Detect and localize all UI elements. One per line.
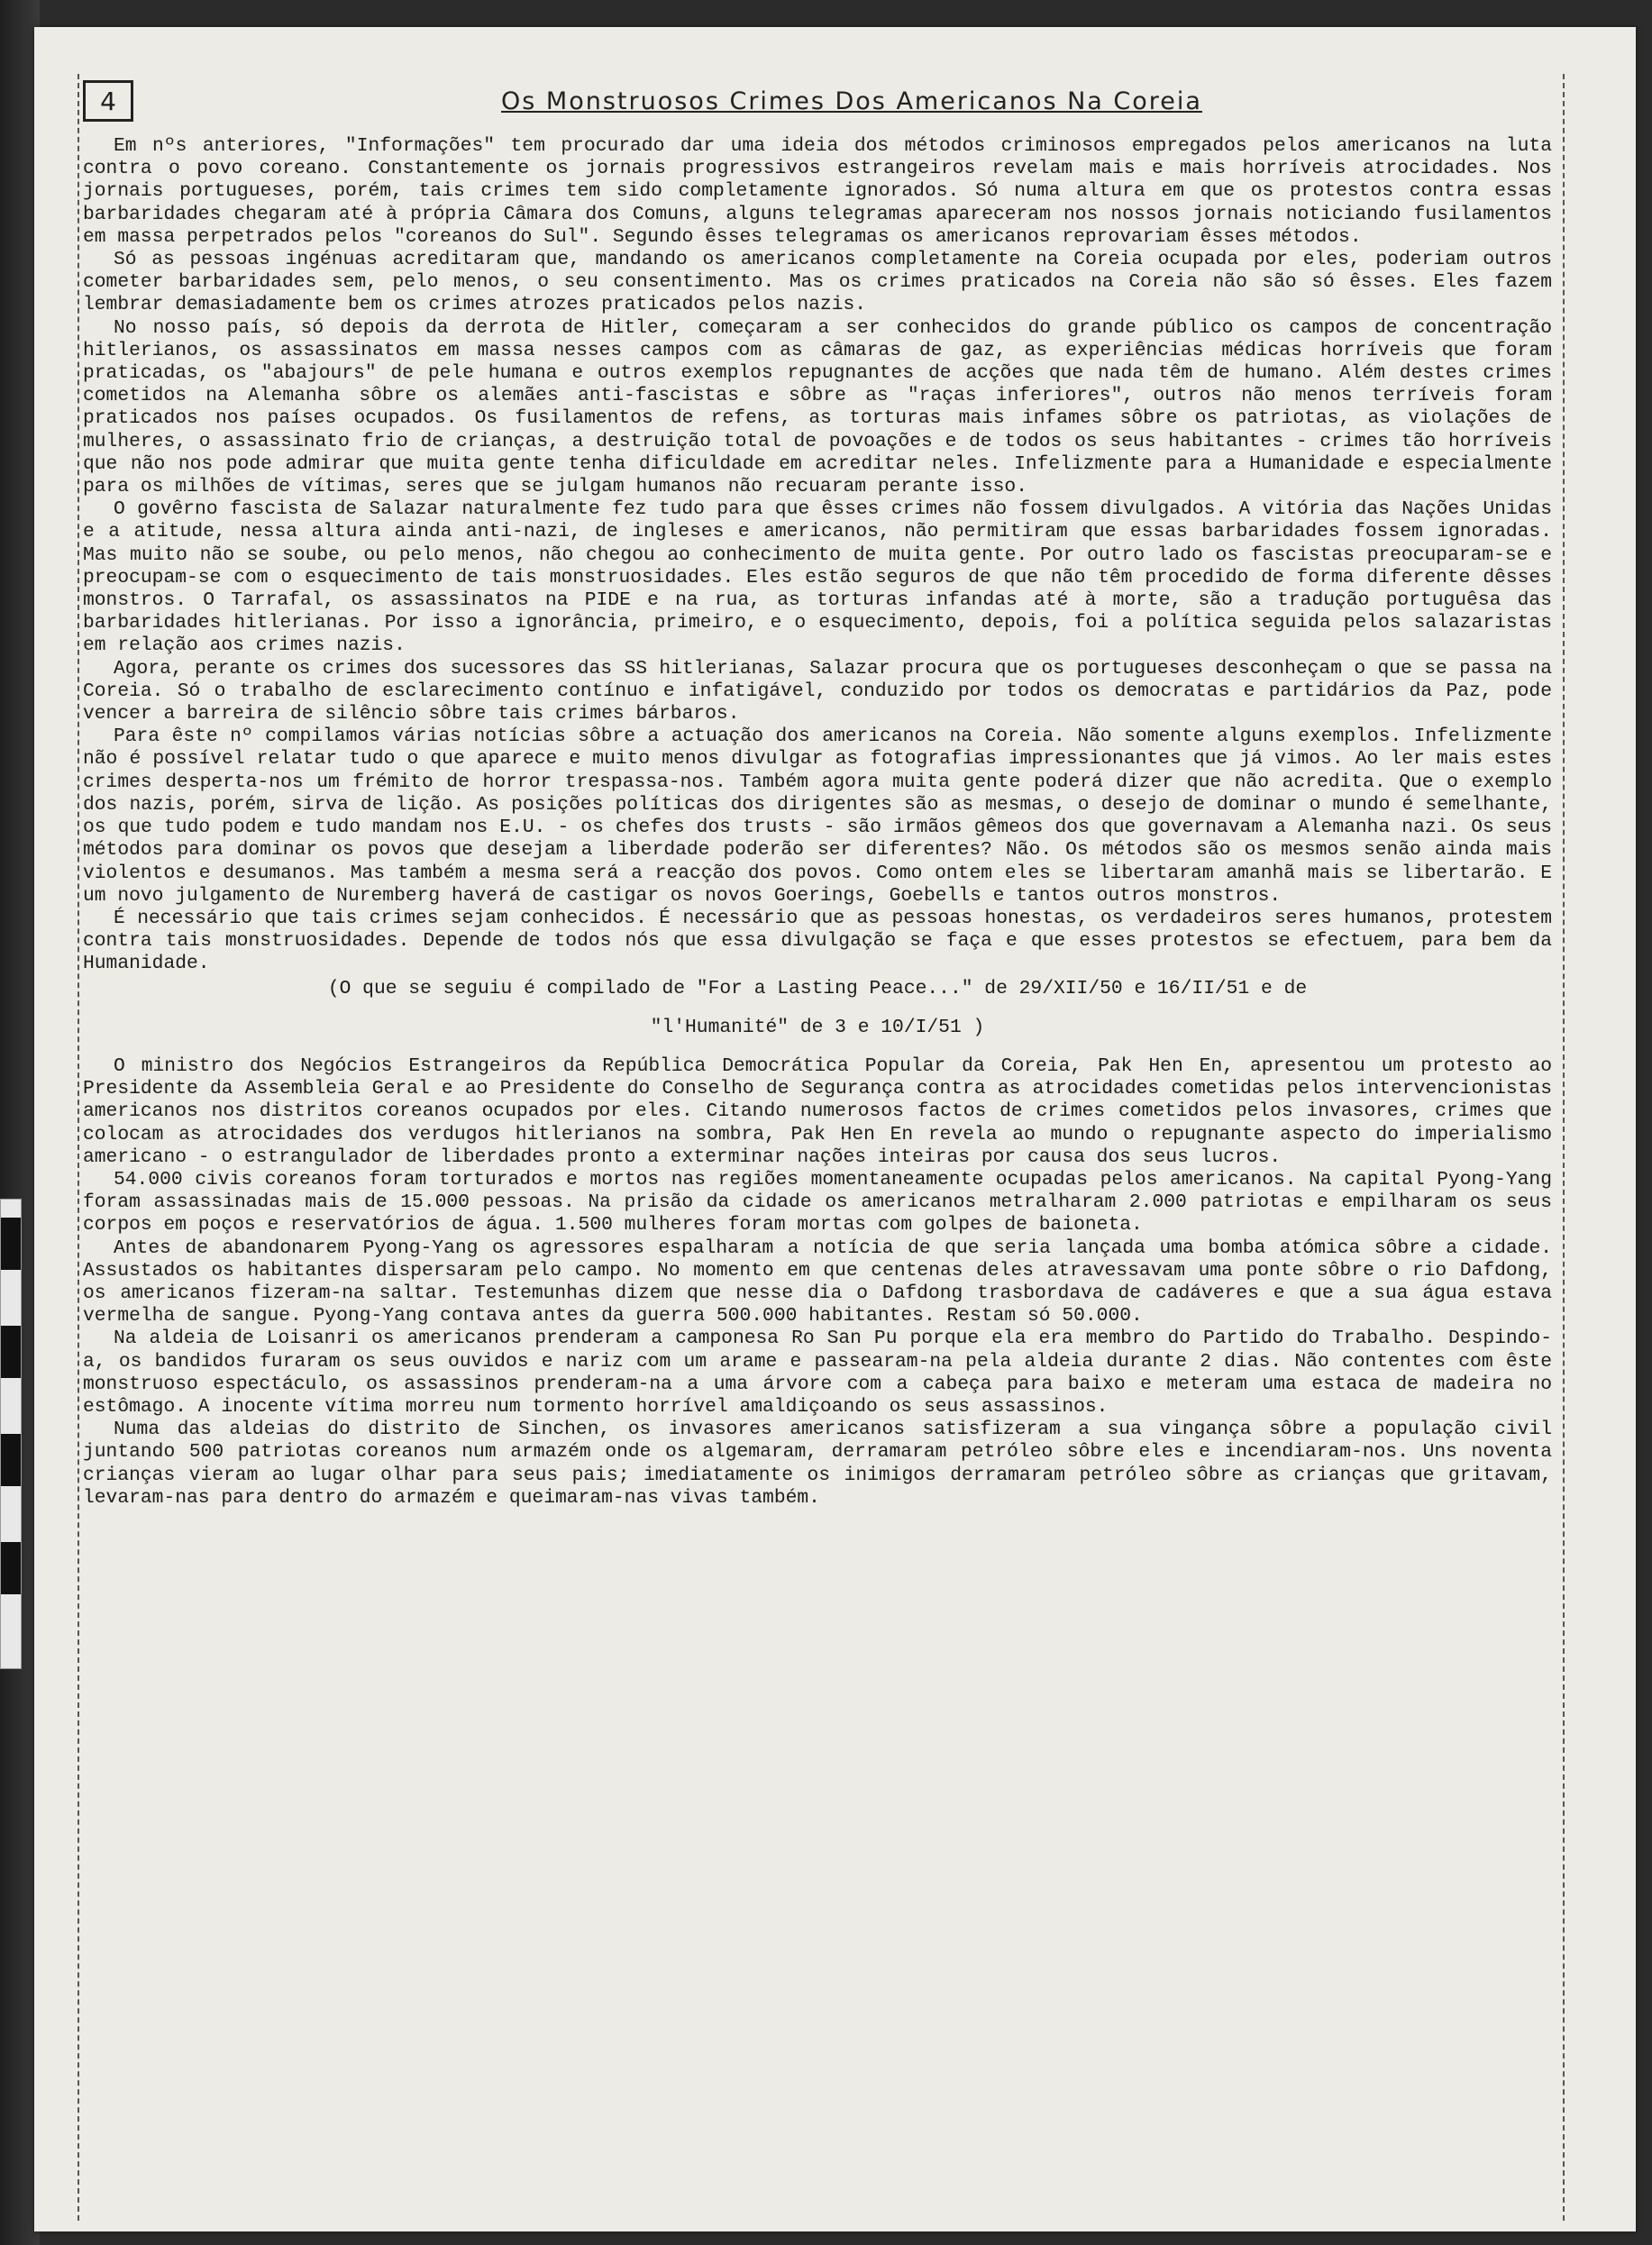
document-page bbox=[34, 27, 1636, 2231]
page-content bbox=[83, 79, 1552, 1510]
ruler-tick bbox=[1, 1326, 21, 1378]
report-paragraph: O ministro dos Negócios Estrangeiros da República Democrática Popular da Coreia, Pak Hen En, apresentou um protesto ao Presidente da Assembleia Geral e ao Presidente do Conselho de Segurança contra as atrocidades cometidas pelos intervencionistas americanos nos distritos coreanos ocupados por eles. Citando numerosos factos de crimes cometidos pelos invasores, crimes que colocam as atrocidades dos verdugos hitlerianos na sombra, Pak Hen En revela ao mundo o repugnante aspecto do imperialismo americano - o estrangulador de liberdades pronto a exterminar nações inteiras por causa dos seus lucros. bbox=[83, 1054, 1552, 1168]
report-paragraph: 54.000 civis coreanos foram torturados e mortos nas regiões momentaneamente ocupadas pelos americanos. Na capital Pyong-Yang foram assassinadas mais de 15.000 pessoas. Na prisão da cidade os americanos metralharam 2.000 patriotas e empilharam os seus corpos em poços e reservatórios de água. 1.500 mulheres foram mortas com golpes de baioneta. bbox=[83, 1168, 1552, 1237]
report-paragraph: Numa das aldeias do distrito de Sinchen, os invasores americanos satisfizeram a sua vingança sôbre a população civil juntando 500 patriotas coreanos num armazém onde os algemaram, derramaram petróleo sôbre eles e incendiaram-nos. Uns noventa crianças vieram ao lugar olhar para seus pais; imediatamente os inimigos derramaram petróleo sôbre as crianças que gritavam, levaram-nas para dentro do armazém e queimaram-nas vivas também. bbox=[83, 1419, 1552, 1509]
ruler-tick bbox=[1, 1218, 21, 1270]
paragraph: Em nºs anteriores, "Informações" tem procurado dar uma ideia dos métodos criminosos empregados pelos americanos na luta contra o povo coreano. Constantemente os jornais progressivos estrangeiros revelam mais e mais horríveis atrocidades. Nos jornais portugueses, porém, tais crimes tem sido completamente ignorados. Só numa altura em que os protestos contra essas barbaridades chegaram até à própria Câmara dos Comuns, alguns telegramas apareceram nos nossos jornais noticiando fusilamentos em massa perpetrados pelos "coreanos do Sul". Segundo êsses telegramas os americanos reprovariam êsses métodos. bbox=[83, 135, 1552, 248]
scale-ruler bbox=[0, 1199, 22, 1669]
source-note-line-2: "l'Humanité" de 3 e 10/I/51 ) bbox=[650, 1016, 985, 1038]
paragraph: Para êste nº compilamos várias notícias sôbre a actuação dos americanos na Coreia. Não somente alguns exemplos. Infelizmente não é possível relatar tudo o que aparece e muito menos divulgar as fotografias impressionantes que já vimos. Ao ler mais estes crimes desperta-nos um frémito de horror trespassa-nos. Também agora muita gente poderá dizer que não acredita. Que o exemplo dos nazis, porém, sirva de lição. As posições políticas dos dirigentes são as mesmas, o desejo de dominar o mundo é semelhante, os que tudo podem e tudo mandam nos E.U. - os chefes dos trusts - são irmãos gêmeos dos que governavam a Alemanha nazi. Os seus métodos para dominar os povos que desejam a liberdade poderão ser diferentes? Não. Os métodos são os mesmos senão ainda mais violentos e desumanos. Mas também a mesma será a reacção dos povos. Como ontem eles se libertaram amanhã mais se libertarão. E um novo julgamento de Nuremberg haverá de castigar os novos Goerings, Goebells e tantos outros monstros. bbox=[83, 726, 1552, 907]
paragraph: É necessário que tais crimes sejam conhecidos. É necessário que as pessoas honestas, os verdadeiros seres humanos, protestem contra tais monstruosidades. Depende de todos nós que essa divulgação se faça e que esses protestos se efectuem, para bem da Humanidade. bbox=[83, 907, 1552, 975]
paragraph: Agora, perante os crimes dos sucessores das SS hitlerianas, Salazar procura que os portugueses desconheçam o que se passa na Coreia. Só o trabalho de esclarecimento contínuo e infatigável, conduzido por todos os democratas e partidários da Paz, pode vencer a barreira de silêncio sôbre tais crimes bárbaros. bbox=[83, 657, 1552, 726]
page-title: Os Monstruosos Crimes Dos Americanos Na Coreia bbox=[501, 87, 1202, 115]
paragraph: Só as pessoas ingénuas acreditaram que, mandando os americanos completamente na Coreia ocupada por eles, poderiam outros cometer barbaridades sem, pelo menos, o seu consentimento. Mas os crimes praticados na Coreia não são só êsses. Eles fazem lembrar demasiadamente bem os crimes atrozes praticados pelos nazis. bbox=[83, 249, 1552, 316]
source-note-line-1: (O que se seguiu é compilado de "For a Lasting Peace..." de 29/XII/50 e 16/II/51 e de bbox=[327, 977, 1308, 999]
page-number: 4 bbox=[83, 80, 133, 122]
page-header bbox=[83, 79, 1552, 123]
report-paragraph: Antes de abandonarem Pyong-Yang os agressores espalharam a notícia de que seria lançada uma bomba atómica sôbre a cidade. Assustados os habitantes dispersaram pelo campo. No momento em que centenas deles atravessavam uma ponte sôbre o rio Dafdong, os americanos fizeram-na saltar. Testemunhas dizem que nesse dia o Dafdong trasbordava de cadáveres e que a sua água estava vermelha de sangue. Pyong-Yang contava antes da guerra 500.000 habitantes. Restam só 50.000. bbox=[83, 1237, 1552, 1328]
paragraph: O govêrno fascista de Salazar naturalmente fez tudo para que êsses crimes não fossem divulgados. A vitória das Nações Unidas e a atitude, nessa altura ainda anti-nazi, de ingleses e americanos, não permitiram que essas barbaridades fossem ignoradas. Mas muito não se soube, ou pelo menos, não chegou ao conhecimento de muita gente. Por outro lado os fascistas preocuparam-se e preocupam-se com o esquecimento de tais monstruosidades. Eles estão seguros de que não têm procedido de forma diferente dêsses monstros. O Tarrafal, os assassinatos na PIDE e na rua, as torturas infandas até à morte, são a tradução portuguêsa das barbaridades hitlerianas. Por isso a ignorância, primeiro, e o esquecimento, depois, foi a política seguida pelos salazaristas em relação aos crimes nazis. bbox=[83, 498, 1552, 657]
ruler-tick bbox=[1, 1434, 21, 1486]
ruler-tick bbox=[1, 1542, 21, 1594]
paragraph: No nosso país, só depois da derrota de Hitler, começaram a ser conhecidos do grande público os campos de concentração hitlerianos, os assassinatos em massa nesses campos com as câmaras de gaz, as experiências médicas horríveis que foram praticadas, os "abajours" de pele humana e outros exemplos repugnantes de acções que nada têm de humano. Além destes crimes cometidos na Alemanha sôbre os alemães anti-fascistas e sôbre as "raças inferiores", outros não menos terríveis foram praticados nos países ocupados. Os fusilamentos de refens, as torturas mais infames sôbre os patriotas, as violações de mulheres, o assassinato frio de crianças, a destruição total de povoações e de todos os seus habitantes - crimes tão horríveis que não nos pode admirar que muita gente tenha dificuldade em acreditar neles. Infelizmente para a Humanidade e especialmente para os milhões de vítimas, seres que se julgam humanos não recuaram perante isso. bbox=[83, 316, 1552, 498]
report-paragraph: Na aldeia de Loisanri os americanos prenderam a camponesa Ro San Pu porque ela era membro do Partido do Trabalho. Despindo-a, os bandidos furaram os seus ouvidos e nariz com um arame e passearam-na pela aldeia durante 2 dias. Não contentes com êste monstruoso espectáculo, os assassinos prenderam-na a uma árvore com a cabeça para baixo e meteram uma estaca de madeira no estômago. A inocente vítima morreu num tormento horrível amaldiçoando os seus assassinos. bbox=[83, 1328, 1552, 1418]
